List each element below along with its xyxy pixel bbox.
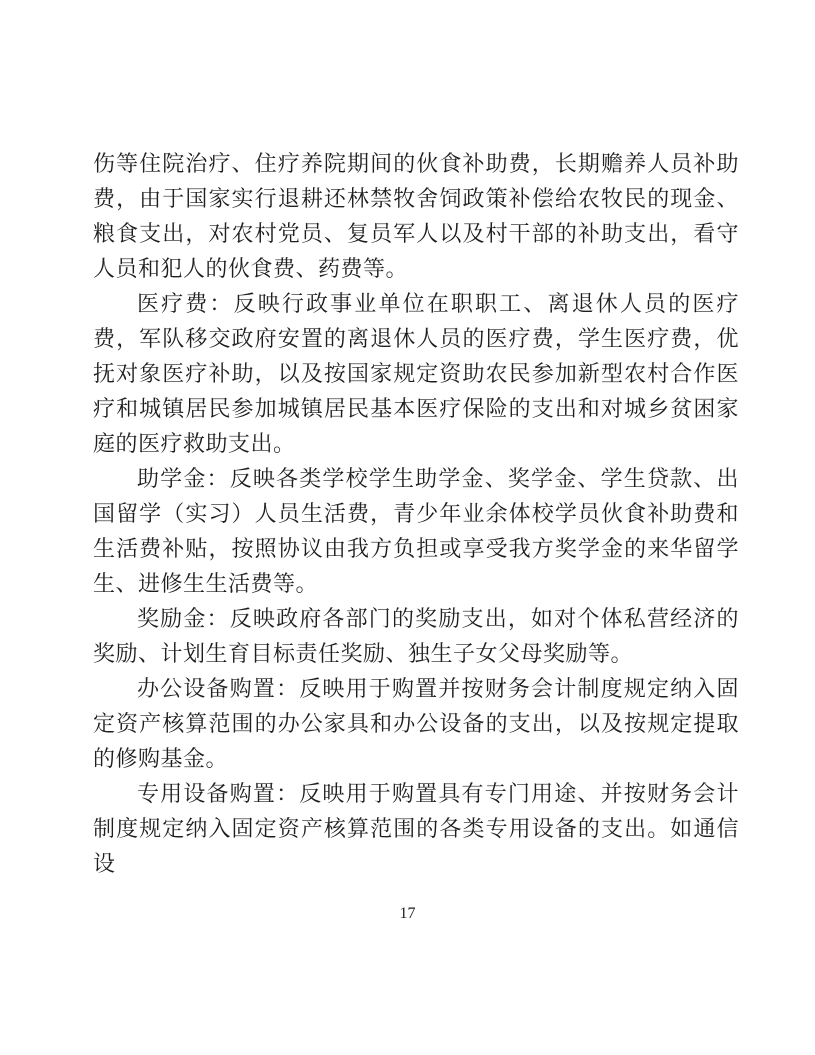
paragraph-office-equipment: 办公设备购置：反映用于购置并按财务会计制度规定纳入固定资产核算范围的办公家具和办公设备的支出，以及按规定提取的修购基金。 [93, 676, 739, 771]
paragraph-medical-fee: 医疗费：反映行政事业单位在职职工、离退休人员的医疗费，军队移交政府安置的离退休人员的医疗费，学生医疗费，优抚对象医疗补助，以及按国家规定资助农民参加新型农村合作医疗和城镇居民参加城镇居民基本医疗保险的支出和对城乡贫困家庭的医疗救助支出。 [93, 291, 739, 456]
paragraph-special-equipment: 专用设备购置：反映用于购置具有专门用途、并按财务会计制度规定纳入固定资产核算范围的各类专用设备的支出。如通信设 [93, 781, 739, 876]
page-number: 17 [399, 905, 416, 922]
paragraph-reward: 奖励金：反映政府各部门的奖励支出，如对个体私营经济的奖励、计划生育目标责任奖励、独生子女父母奖励等。 [93, 606, 739, 666]
document-body [93, 146, 739, 881]
paragraph-scholarship: 助学金：反映各类学校学生助学金、奖学金、学生贷款、出国留学（实习）人员生活费，青少年业余体校学员伙食补助费和生活费补贴，按照协议由我方负担或享受我方奖学金的来华留学生、进修生生活费等。 [93, 466, 739, 596]
paragraph-continuation: 伤等住院治疗、住疗养院期间的伙食补助费，长期赡养人员补助费，由于国家实行退耕还林禁牧舍饲政策补偿给农牧民的现金、粮食支出，对农村党员、复员军人以及村干部的补助支出，看守人员和犯人的伙食费、药费等。 [93, 151, 739, 281]
